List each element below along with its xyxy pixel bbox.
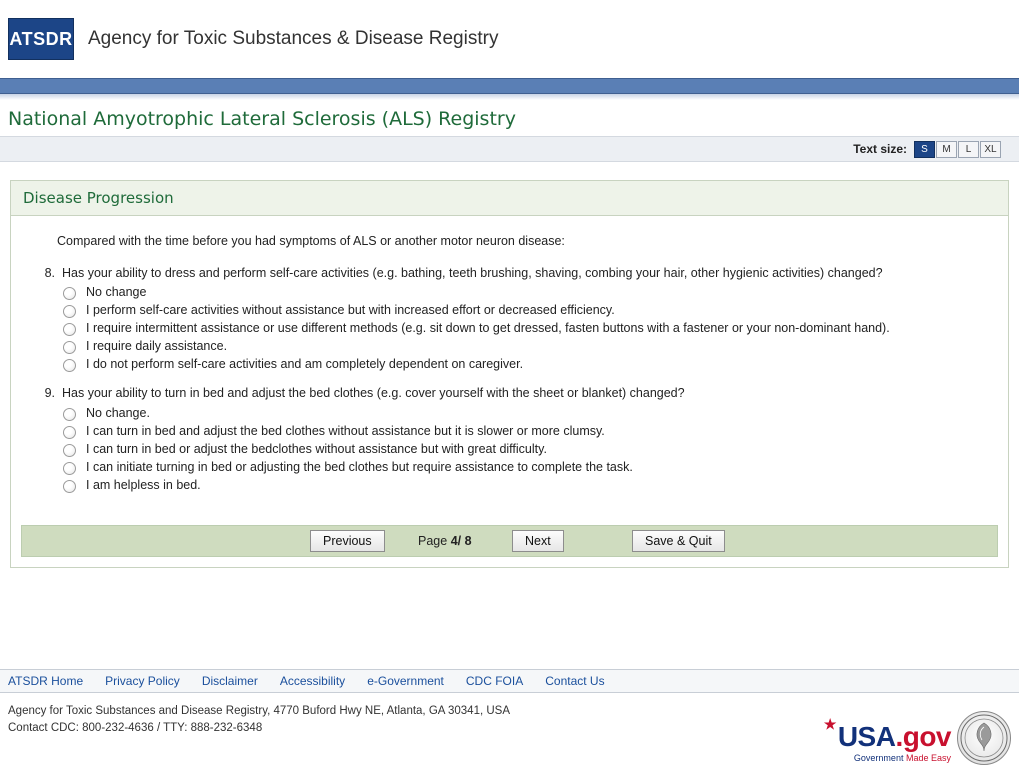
footer-link-contact-us[interactable]: Contact Us [545, 674, 605, 688]
question-9-option-1[interactable] [63, 406, 996, 421]
question-8-header [31, 266, 996, 280]
hhs-seal-icon [957, 711, 1011, 765]
radio-icon[interactable] [63, 323, 76, 336]
usagov-dot: . [895, 721, 903, 752]
question-9-option-5[interactable] [63, 478, 996, 493]
header-blue-bar [0, 78, 1019, 94]
footer-link-e-government[interactable]: e-Government [367, 674, 444, 688]
star-icon: ★ [823, 716, 836, 732]
page-indicator [418, 534, 472, 548]
option-label[interactable]: No change [86, 285, 147, 300]
question-8-option-3[interactable] [63, 321, 996, 336]
usagov-tagline-right: Made Easy [905, 753, 951, 763]
survey-body [11, 216, 1008, 513]
question-9 [23, 386, 996, 492]
survey-intro: Compared with the time before you had symptoms of ALS or another motor neuron disease: [57, 234, 565, 248]
question-8-number: 8. [44, 266, 55, 280]
option-label[interactable]: I can initiate turning in bed or adjusting the bed clothes but require assistance to complete the task. [86, 459, 633, 474]
footer-link-privacy-policy[interactable]: Privacy Policy [105, 674, 180, 688]
section-title: Disease Progression [11, 181, 1008, 216]
footer-contact-line: Contact CDC: 800-232-4636 / TTY: 888-232-6348 [8, 722, 263, 735]
usagov-logo[interactable] [823, 716, 951, 763]
usagov-usa: USA [837, 721, 896, 752]
usagov-gov: gov [902, 721, 951, 752]
page-indicator-value: 4/ 8 [450, 533, 472, 548]
question-8 [23, 266, 996, 372]
question-8-options [63, 285, 996, 372]
question-8-option-1[interactable] [63, 285, 996, 300]
option-label[interactable]: I require daily assistance. [86, 339, 228, 354]
radio-icon[interactable] [63, 287, 76, 300]
usagov-tagline-left: Government [853, 753, 904, 763]
footer-links [0, 669, 1019, 693]
text-size-l-button[interactable]: L [958, 141, 979, 158]
radio-icon[interactable] [63, 426, 76, 439]
question-9-option-3[interactable] [63, 442, 996, 457]
option-label[interactable]: I require intermittent assistance or use different methods (e.g. sit down to get dressed, fasten buttons with a fastener or your non-dominant hand). [86, 321, 890, 336]
usagov-wordmark [823, 716, 951, 752]
radio-icon[interactable] [63, 305, 76, 318]
option-label[interactable]: I perform self-care activities without assistance but with increased effort or decreased efficiency. [86, 303, 615, 318]
page-indicator-word: Page [418, 533, 448, 548]
option-label[interactable]: I am helpless in bed. [86, 477, 201, 492]
question-9-option-2[interactable] [63, 424, 996, 439]
site-header [0, 0, 1019, 78]
save-and-quit-button[interactable]: Save & Quit [632, 530, 725, 552]
text-size-m-button[interactable]: M [936, 141, 957, 158]
text-size-bar [0, 136, 1019, 162]
question-9-text: Has your ability to turn in bed and adjust the bed clothes (e.g. cover yourself with the sheet or blanket) changed? [62, 386, 685, 401]
site-footer [0, 669, 1019, 771]
usagov-tagline [838, 753, 951, 763]
radio-icon[interactable] [63, 359, 76, 372]
question-9-options [63, 406, 996, 493]
next-button[interactable]: Next [512, 530, 564, 552]
radio-icon[interactable] [63, 462, 76, 475]
survey-panel [10, 180, 1009, 568]
question-8-option-4[interactable] [63, 339, 996, 354]
radio-icon[interactable] [63, 480, 76, 493]
previous-button[interactable]: Previous [310, 530, 385, 552]
radio-icon[interactable] [63, 341, 76, 354]
question-9-number: 9. [44, 386, 55, 401]
agency-name: Agency for Toxic Substances & Disease Registry [88, 28, 499, 49]
text-size-label: Text size: [853, 142, 907, 156]
text-size-s-button[interactable]: S [914, 141, 935, 158]
question-8-option-2[interactable] [63, 303, 996, 318]
option-label[interactable]: I do not perform self-care activities and am completely dependent on caregiver. [86, 357, 524, 372]
footer-link-accessibility[interactable]: Accessibility [279, 674, 346, 688]
question-9-header [31, 386, 996, 400]
option-label[interactable]: No change. [86, 405, 150, 420]
page-title: National Amyotrophic Lateral Sclerosis (ALS) Registry [8, 108, 516, 130]
radio-icon[interactable] [63, 444, 76, 457]
footer-link-cdc-foia[interactable]: CDC FOIA [465, 674, 524, 688]
option-label[interactable]: I can turn in bed and adjust the bed clothes without assistance but it is slower or more clumsy. [86, 423, 605, 438]
question-8-text: Has your ability to dress and perform self-care activities (e.g. bathing, teeth brushing, shaving, combing your hair, other hygienic activities) changed? [62, 266, 883, 280]
atsdr-logo[interactable]: ATSDR [8, 18, 74, 60]
question-9-option-4[interactable] [63, 460, 996, 475]
footer-address-line-1: Agency for Toxic Substances and Disease Registry, 4770 Buford Hwy NE, Atlanta, GA 30341, USA [8, 705, 511, 717]
radio-icon[interactable] [63, 408, 76, 421]
footer-link-atsdr-home[interactable]: ATSDR Home [8, 674, 84, 688]
text-size-xl-button[interactable]: XL [980, 141, 1001, 158]
survey-navigation [21, 525, 998, 557]
footer-link-disclaimer[interactable]: Disclaimer [201, 674, 258, 688]
question-8-option-5[interactable] [63, 357, 996, 372]
option-label[interactable]: I can turn in bed or adjust the bedclothes without assistance but with great difficulty. [86, 441, 547, 456]
